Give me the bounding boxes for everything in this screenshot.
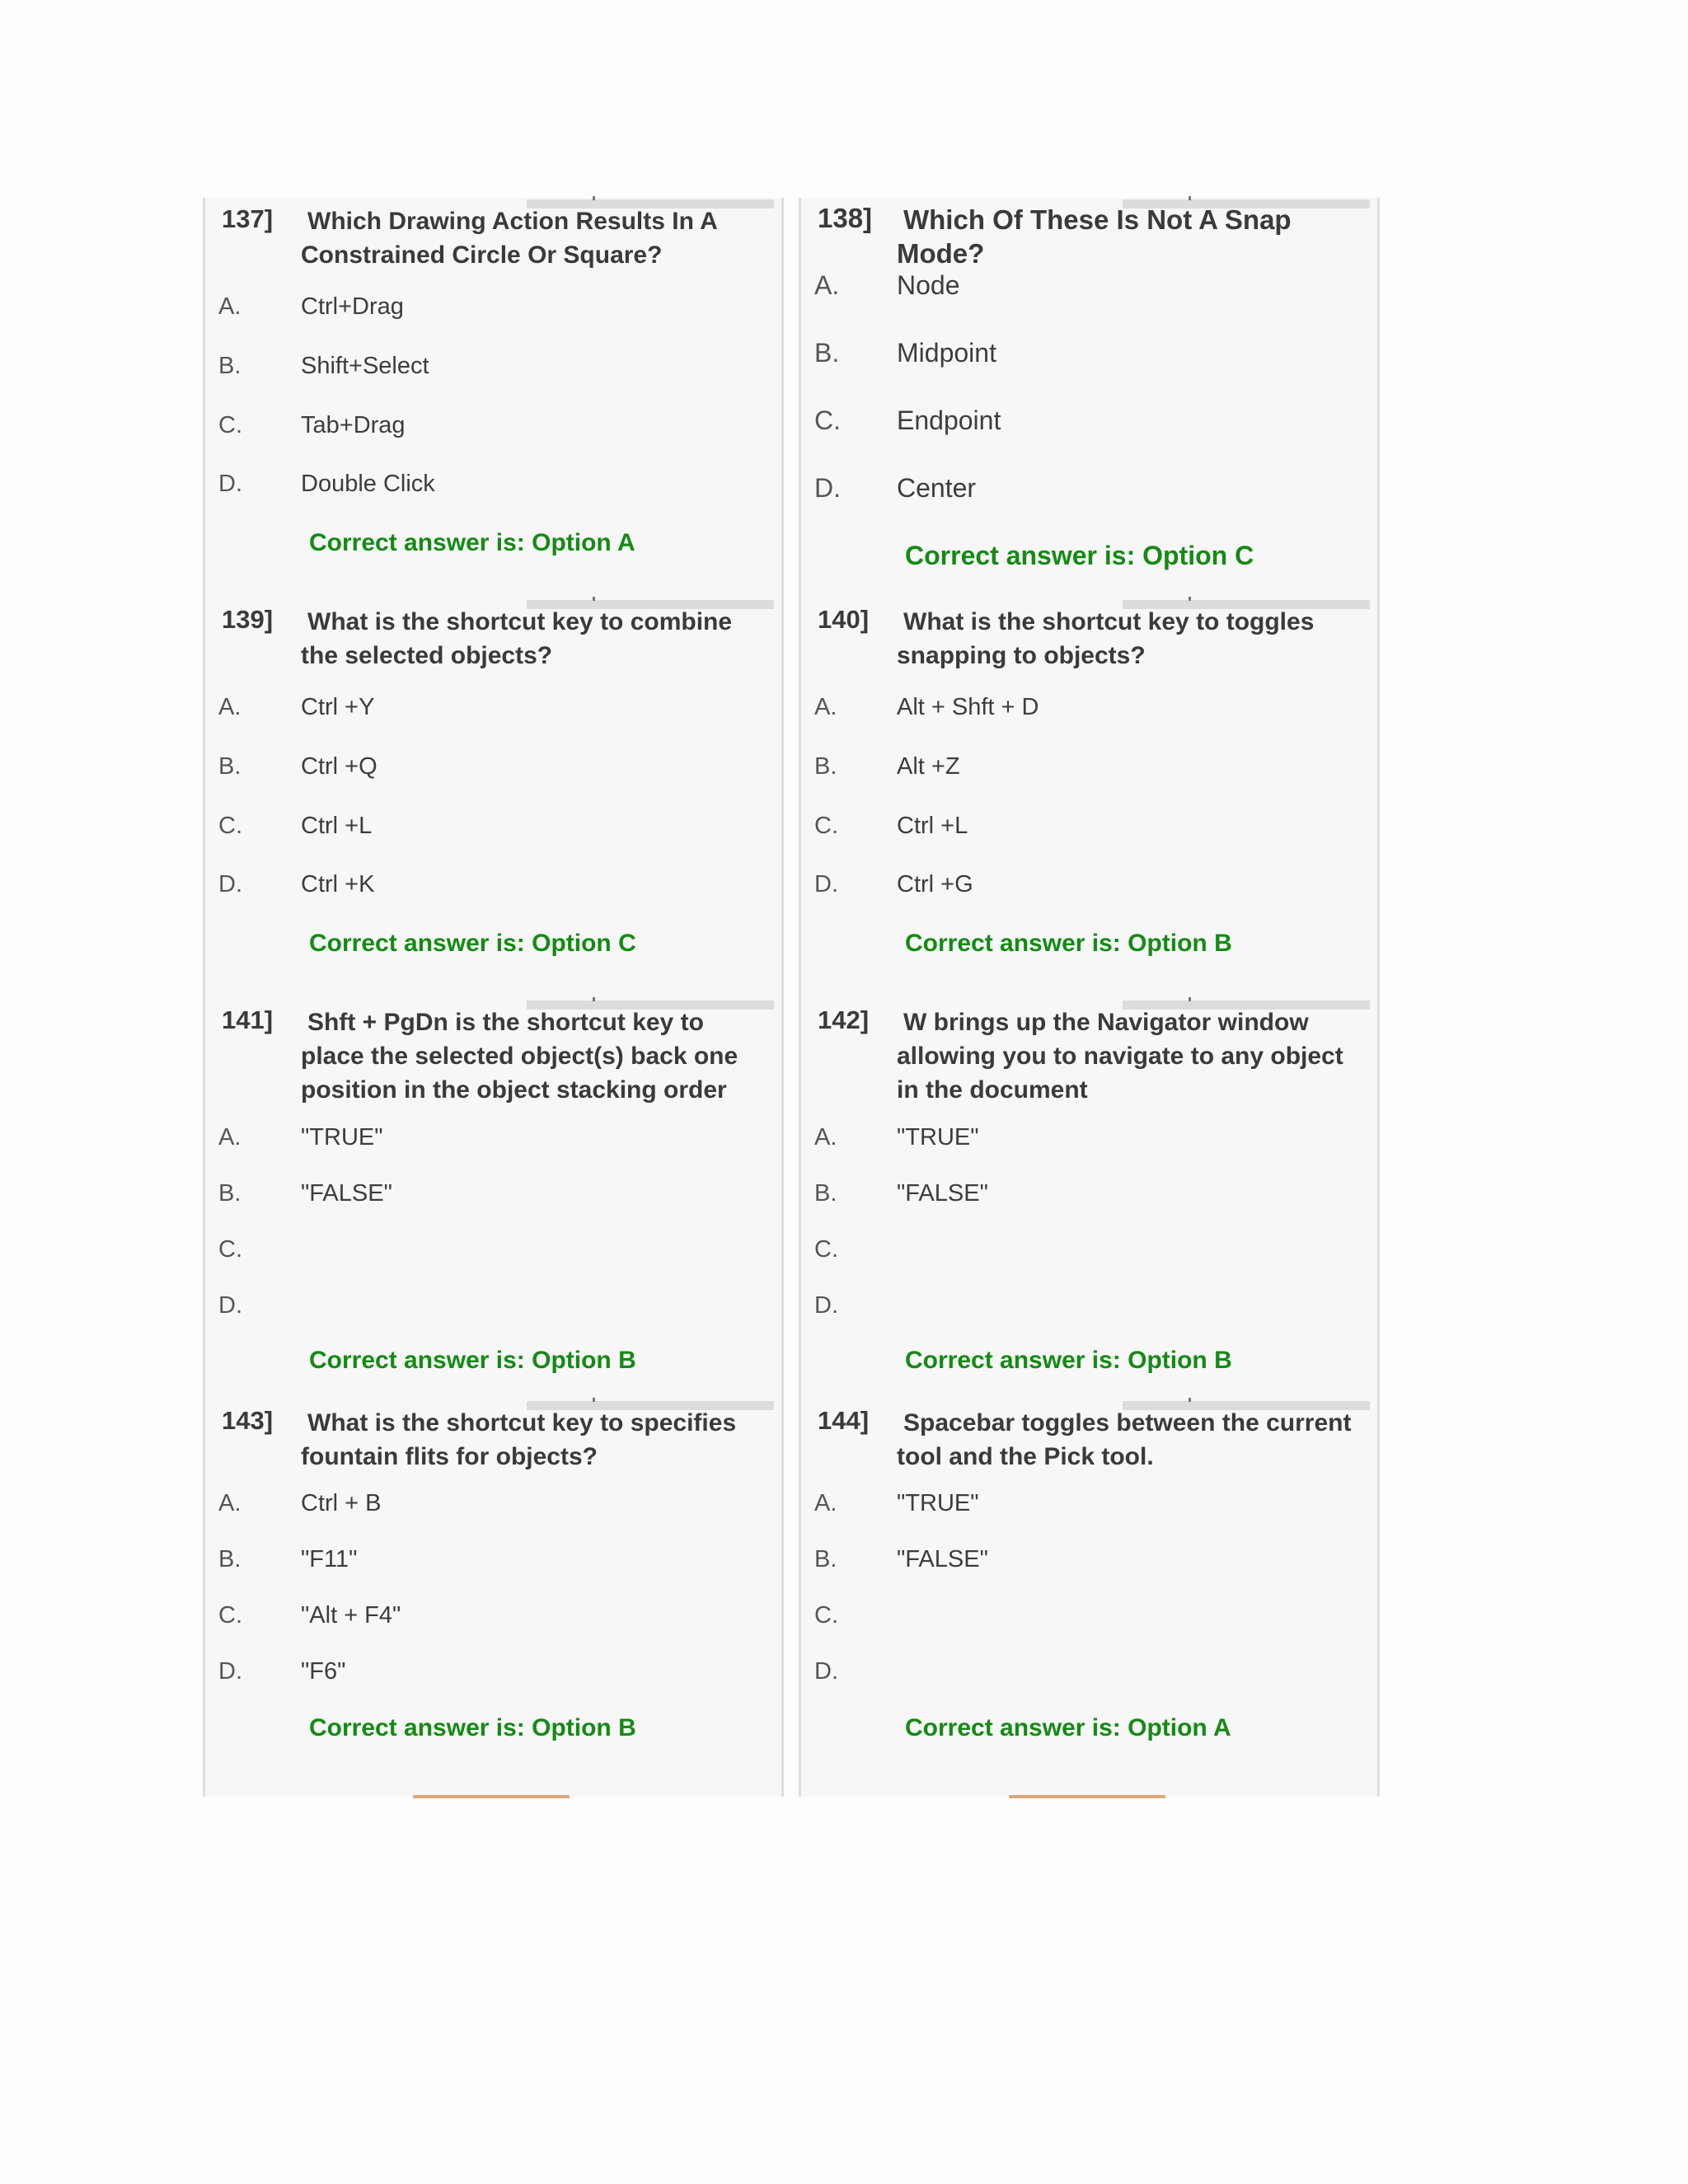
option-text: Ctrl +L [897, 813, 968, 839]
option-text: Node [897, 270, 960, 300]
option-a[interactable] [814, 1490, 1358, 1523]
question-text: Shft + PgDn is the shortcut key to place the selected object(s) back one position in the object stacking order [301, 1009, 738, 1104]
option-b[interactable] [814, 1546, 1358, 1579]
option-letter: C. [218, 813, 242, 839]
option-letter: C. [814, 405, 841, 435]
option-b[interactable] [814, 338, 1358, 371]
option-letter: C. [814, 813, 838, 839]
question-card-142 [799, 999, 1380, 1399]
option-d[interactable] [814, 871, 1358, 904]
option-text: "TRUE" [301, 1124, 383, 1151]
option-letter: B. [814, 1180, 837, 1207]
option-letter: C. [218, 412, 242, 438]
option-letter: D. [814, 1658, 838, 1685]
option-text: Double Click [301, 471, 435, 497]
question-text: Which Of These Is Not A Snap Mode? [897, 204, 1292, 269]
option-letter: D. [814, 473, 841, 503]
question-text: What is the shortcut key to toggles snapping to objects? [897, 608, 1315, 669]
option-text: Alt + Shft + D [897, 694, 1039, 720]
option-c[interactable] [218, 1602, 762, 1635]
option-text: "FALSE" [897, 1180, 988, 1207]
question-card-143 [203, 1399, 784, 1797]
option-c[interactable] [814, 1602, 1358, 1635]
option-d[interactable] [218, 471, 762, 504]
option-text: "F11" [301, 1546, 358, 1572]
option-text: Midpoint [897, 338, 996, 368]
question-number: 141] [222, 1005, 274, 1034]
option-letter: A. [218, 694, 241, 720]
option-text: Ctrl +G [897, 871, 973, 898]
option-text: Alt +Z [897, 753, 960, 780]
question-text: Which Drawing Action Results In A Constrained Circle Or Square? [301, 208, 717, 269]
question-text: What is the shortcut key to specifies fountain flits for objects? [301, 1409, 737, 1470]
option-text: "FALSE" [897, 1546, 988, 1572]
question-card-144 [799, 1399, 1380, 1797]
option-text: "F6" [301, 1658, 346, 1685]
option-text: "FALSE" [301, 1180, 392, 1207]
option-letter: C. [218, 1602, 242, 1629]
option-text: "TRUE" [897, 1124, 979, 1151]
option-b[interactable] [814, 1180, 1358, 1213]
option-text: Ctrl +Q [301, 753, 377, 780]
option-letter: D. [814, 1292, 838, 1319]
option-letter: A. [218, 1490, 241, 1516]
option-letter: A. [814, 1124, 837, 1151]
option-d[interactable] [814, 1292, 1358, 1325]
correct-answer: Correct answer is: Option A [905, 1714, 1231, 1741]
option-a[interactable] [814, 270, 1358, 303]
option-letter: C. [814, 1602, 838, 1629]
question-number: 144] [818, 1406, 870, 1435]
correct-answer: Correct answer is: Option B [309, 1347, 636, 1374]
option-letter: C. [218, 1236, 242, 1263]
option-a[interactable] [218, 1490, 762, 1523]
option-letter: B. [218, 1180, 241, 1207]
option-d[interactable] [218, 1658, 762, 1691]
option-c[interactable] [218, 1236, 762, 1269]
question-card-138 [799, 198, 1380, 598]
option-b[interactable] [814, 753, 1358, 786]
question-text: Spacebar toggles between the current tool and the Pick tool. [897, 1409, 1352, 1470]
option-letter: B. [218, 353, 241, 379]
question-card-139 [203, 598, 784, 999]
option-b[interactable] [218, 753, 762, 786]
correct-answer: Correct answer is: Option B [309, 1714, 636, 1741]
option-letter: B. [814, 753, 837, 780]
option-letter: D. [814, 871, 838, 898]
option-d[interactable] [218, 1292, 762, 1325]
option-b[interactable] [218, 1180, 762, 1213]
question-number: 142] [818, 1005, 870, 1034]
question-card-137 [203, 198, 784, 598]
option-text: Shift+Select [301, 353, 429, 379]
question-number: 139] [222, 605, 274, 634]
option-text: Center [897, 473, 977, 503]
option-letter: B. [814, 338, 840, 368]
option-b[interactable] [218, 353, 762, 386]
option-letter: B. [218, 1546, 241, 1572]
question-text: What is the shortcut key to combine the selected objects? [301, 608, 733, 669]
option-letter: D. [218, 471, 242, 497]
option-letter: C. [814, 1236, 838, 1263]
option-letter: A. [814, 1490, 837, 1516]
correct-answer: Correct answer is: Option B [905, 930, 1232, 957]
option-letter: A. [814, 270, 840, 300]
option-c[interactable] [814, 813, 1358, 846]
option-text: "TRUE" [897, 1490, 979, 1516]
question-card-141 [203, 999, 784, 1399]
correct-answer: Correct answer is: Option C [905, 541, 1254, 570]
option-letter: A. [218, 1124, 241, 1151]
question-card-140 [799, 598, 1380, 999]
option-c[interactable] [218, 412, 762, 445]
option-b[interactable] [218, 1546, 762, 1579]
option-letter: B. [814, 1546, 837, 1572]
option-text: Endpoint [897, 405, 1001, 435]
option-letter: B. [218, 753, 241, 780]
option-a[interactable] [814, 694, 1358, 727]
option-letter: D. [218, 1658, 242, 1685]
option-letter: D. [218, 1292, 242, 1319]
option-c[interactable] [814, 405, 1358, 438]
option-text: Ctrl+Drag [301, 293, 404, 320]
option-letter: A. [218, 293, 241, 320]
option-text: Ctrl +Y [301, 694, 375, 720]
option-letter: D. [218, 871, 242, 898]
option-c[interactable] [218, 813, 762, 846]
correct-answer: Correct answer is: Option A [309, 529, 635, 556]
question-sheet [203, 198, 1381, 1797]
question-number: 138] [818, 203, 873, 233]
option-d[interactable] [814, 1658, 1358, 1691]
option-a[interactable] [218, 293, 762, 326]
option-a[interactable] [218, 1124, 762, 1157]
option-a[interactable] [218, 694, 762, 727]
option-text: "Alt + F4" [301, 1602, 401, 1629]
question-number: 140] [818, 605, 870, 634]
footer-accent-bar [1009, 1795, 1165, 1798]
question-text: W brings up the Navigator window allowing you to navigate to any object in the document [897, 1009, 1343, 1104]
correct-answer: Correct answer is: Option C [309, 930, 636, 957]
option-text: Tab+Drag [301, 412, 406, 438]
option-a[interactable] [814, 1124, 1358, 1157]
correct-answer: Correct answer is: Option B [905, 1347, 1232, 1374]
footer-accent-bar [413, 1795, 570, 1798]
option-text: Ctrl +L [301, 813, 373, 839]
option-letter: A. [814, 694, 837, 720]
option-c[interactable] [814, 1236, 1358, 1269]
question-number: 137] [222, 204, 274, 233]
option-text: Ctrl +K [301, 871, 375, 898]
option-text: Ctrl + B [301, 1490, 382, 1516]
question-number: 143] [222, 1406, 274, 1435]
option-d[interactable] [218, 871, 762, 904]
option-d[interactable] [814, 473, 1358, 506]
